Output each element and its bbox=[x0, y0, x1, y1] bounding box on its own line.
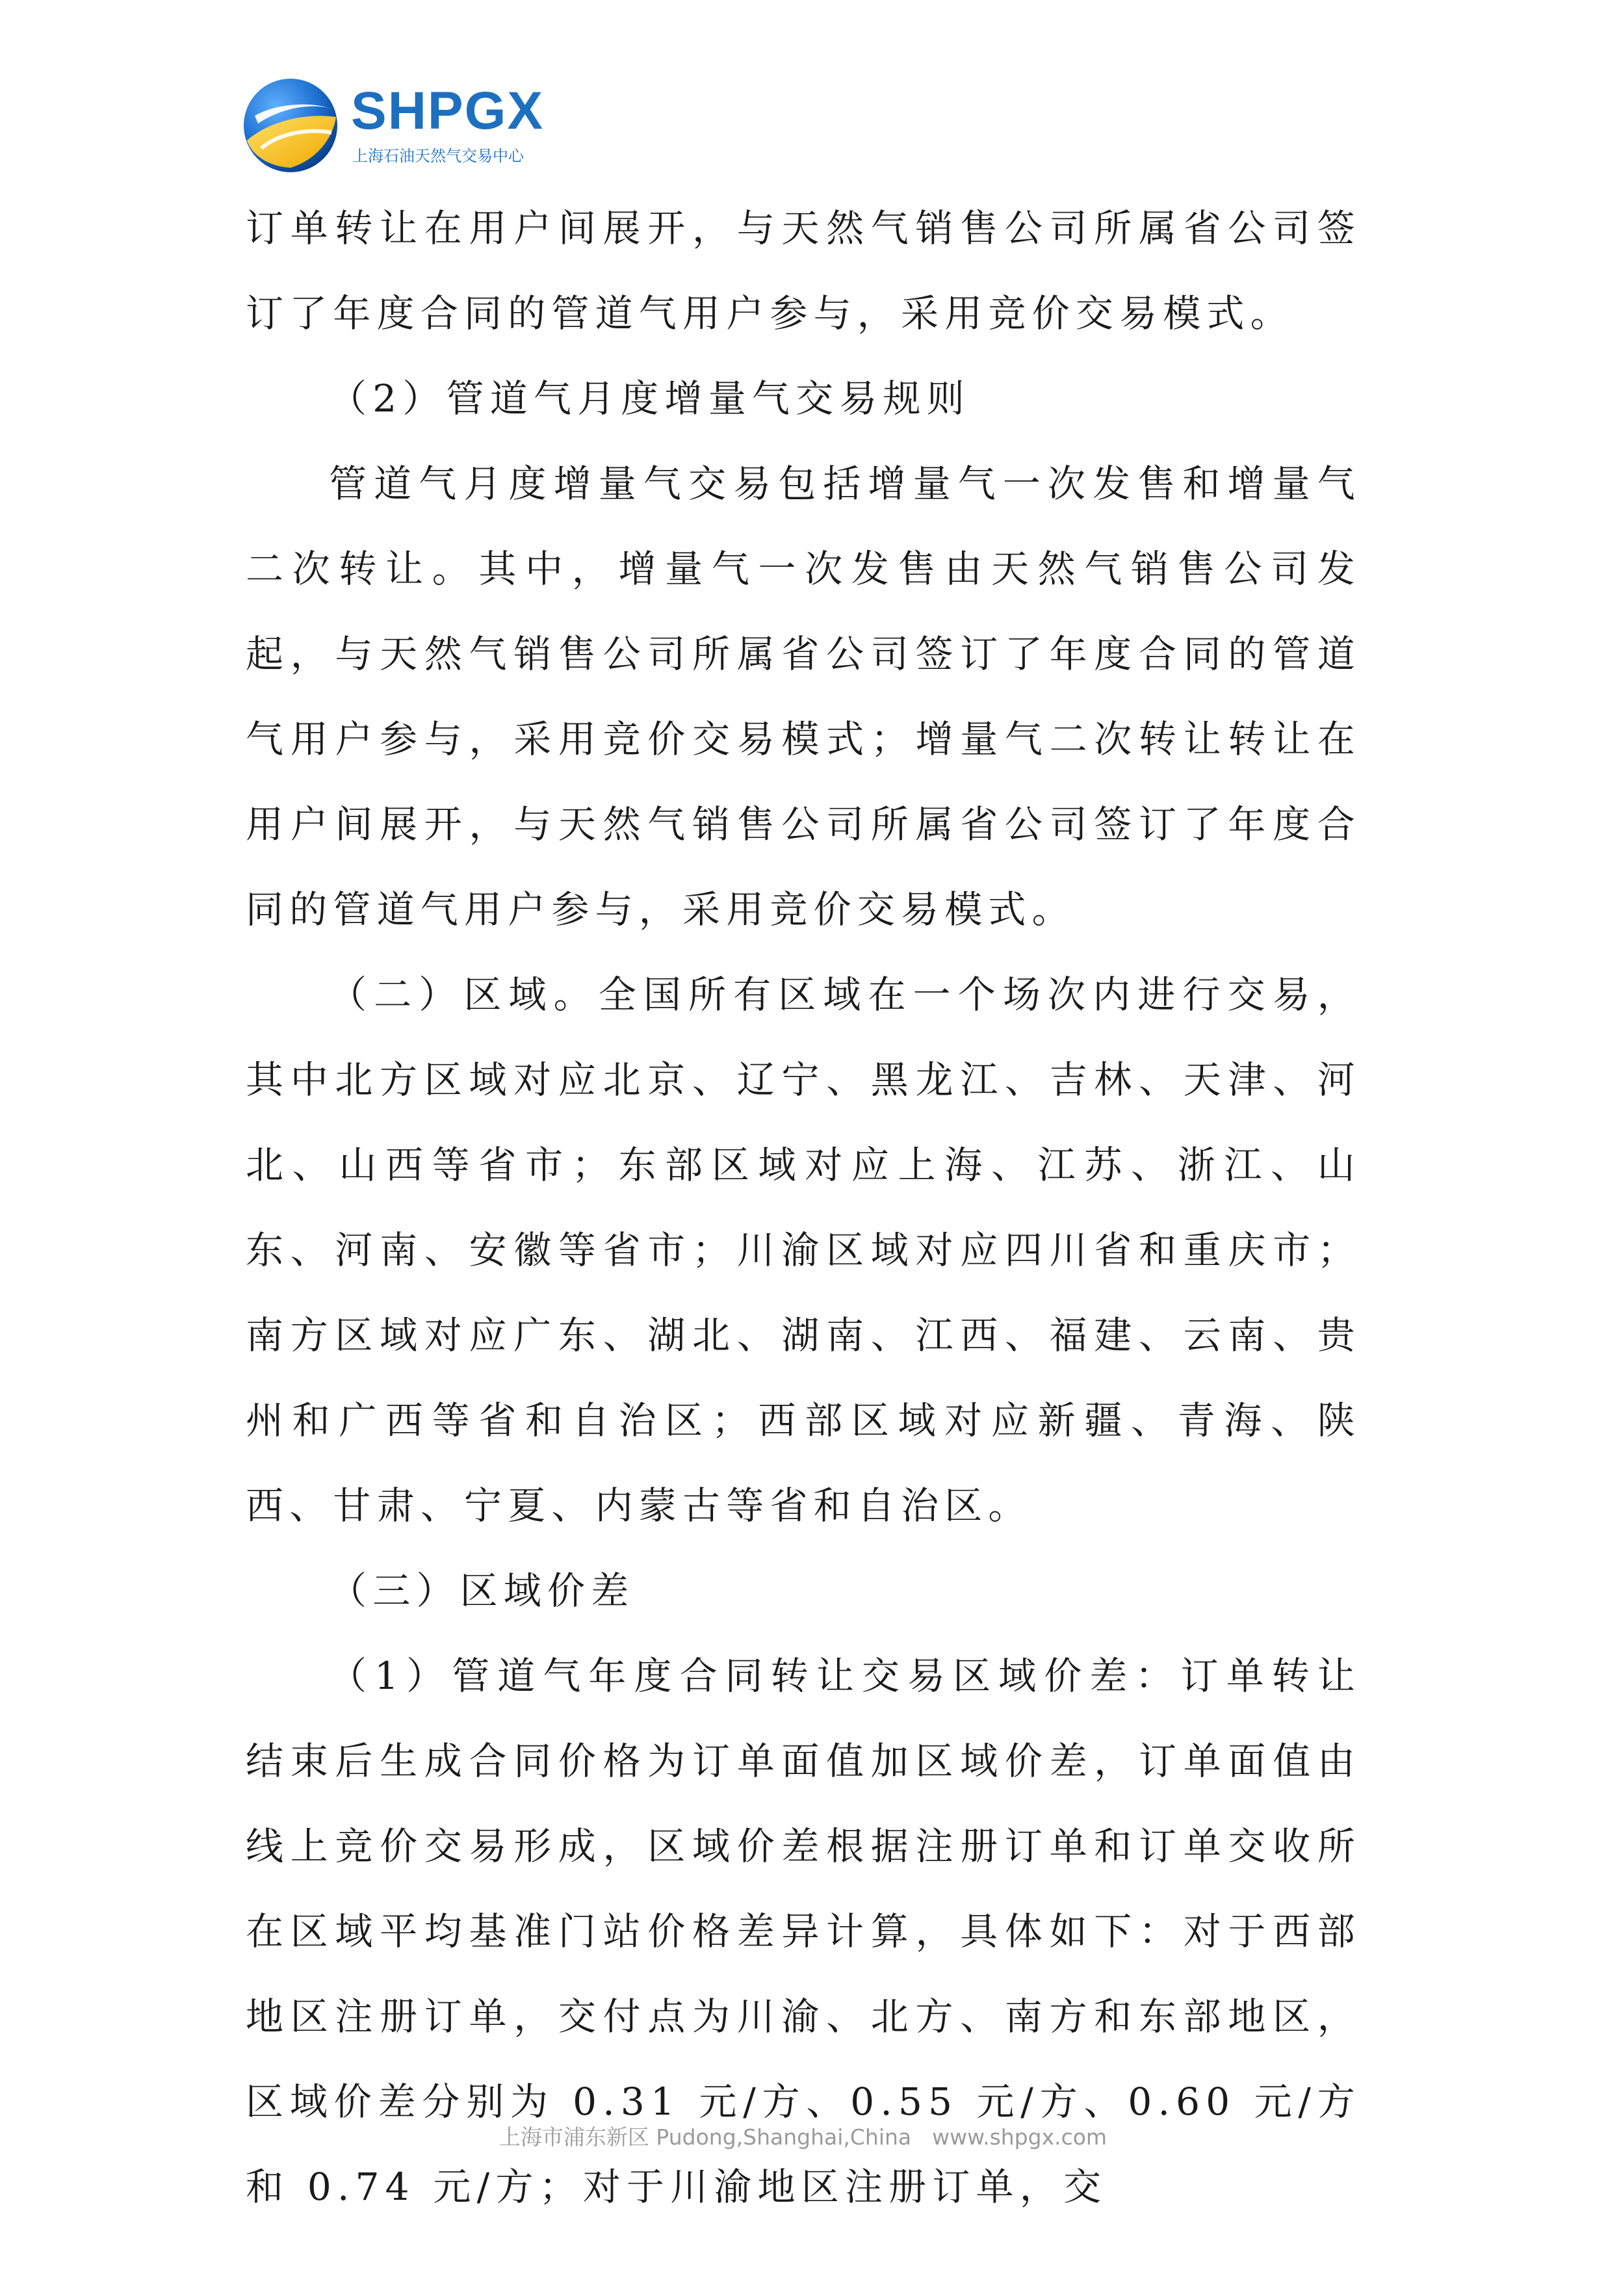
brand-name: SHPGX bbox=[351, 81, 545, 140]
globe-logo-icon bbox=[242, 77, 339, 174]
page-footer bbox=[0, 2120, 1606, 2151]
paragraph-annual-contract-price-diff: （1）管道气年度合同转让交易区域价差：订单转让结束后生成合同价格为订单面值加区域价差，订单面值由线上竞价交易形成，区域价差根据注册订单和订单交收所在区域平均基准门站价格差异计算，具体如下：对于西部地区注册订单，交付点为川渝、北方、南方和东部地区，区域价差分别为 0.31 元/方、0.55 元/方、0.60 元/方和 0.74 元/方；对于川渝地区注册订单，交 bbox=[246, 1654, 1361, 2209]
document-body bbox=[246, 186, 1361, 2230]
paragraph-order-transfer-tail: 订单转让在用户间展开，与天然气销售公司所属省公司签订了年度合同的管道气用户参与，采用竞价交易模式。 bbox=[246, 206, 1361, 335]
shpgx-logo bbox=[242, 72, 580, 176]
heading-monthly-incremental-rules: （2）管道气月度增量气交易规则 bbox=[329, 376, 970, 421]
paragraph-monthly-incremental: 管道气月度增量气交易包括增量气一次发售和增量气二次转让。其中，增量气一次发售由天然气销售公司发起，与天然气销售公司所属省公司签订了年度合同的管道气用户参与，采用竞价交易模式；增量气二次转让转让在用户间展开，与天然气销售公司所属省公司签订了年度合同的管道气用户参与，采用竞价交易模式。 bbox=[246, 462, 1361, 932]
footer-website: www.shpgx.com bbox=[932, 2124, 1107, 2150]
footer-location: 上海市浦东新区 Pudong,Shanghai,China bbox=[499, 2124, 912, 2150]
brand-subtitle: 上海石油天然气交易中心 bbox=[352, 147, 524, 165]
paragraph-regions: （二）区域。全国所有区域在一个场次内进行交易，其中北方区域对应北京、辽宁、黑龙江、吉林、天津、河北、山西等省市；东部区域对应上海、江苏、浙江、山东、河南、安徽等省市；川渝区域对应四川省和重庆市；南方区域对应广东、湖北、湖南、江西、福建、云南、贵州和广西等省和自治区；西部区域对应新疆、青海、陕西、甘肃、宁夏、内蒙古等省和自治区。 bbox=[246, 972, 1361, 1528]
heading-regional-price-diff: （三）区域价差 bbox=[329, 1569, 635, 1613]
